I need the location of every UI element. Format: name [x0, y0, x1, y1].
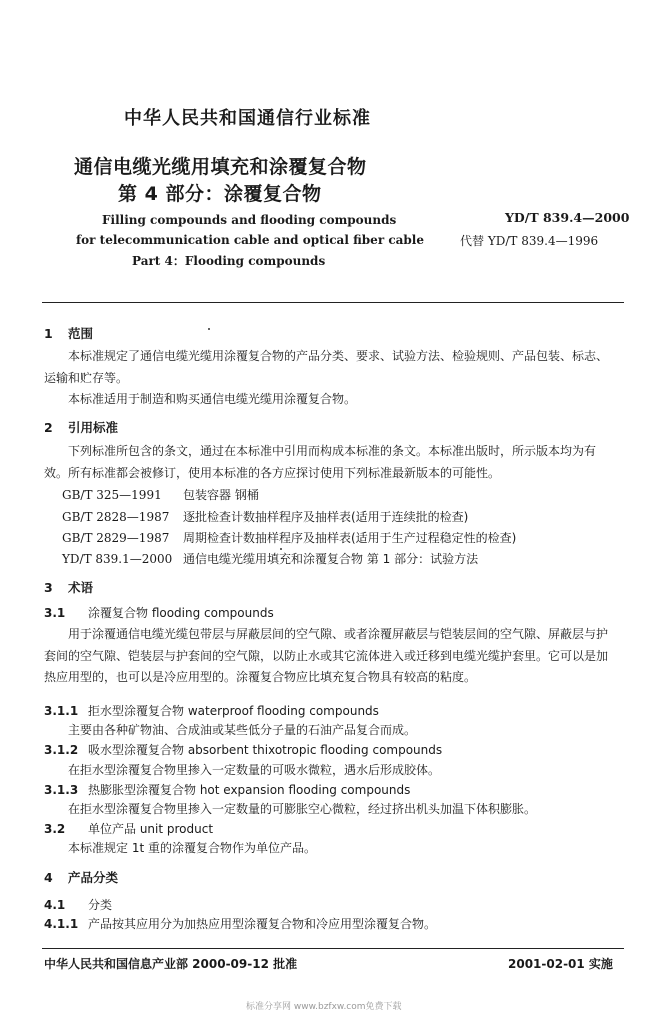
footer-rule: [42, 948, 624, 949]
section-1-heading: [44, 324, 93, 342]
term-3-1-2-heading: 3.1.2 吸水型涂覆复合物 absorbent thixotropic flooding compounds: [44, 743, 443, 757]
section-title: 范围: [68, 326, 94, 341]
replaces-standard: 代替 YD/T 839.4—1996: [460, 234, 599, 248]
term-3-1-3-body: 在拒水型涂覆复合物里掺入一定数量的可膨胀空心微粒，经过挤出机头加温下体积膨胀。: [68, 802, 537, 816]
reference-item: GB/T 2829—1987 周期检查计数抽样程序及抽样表(适用于生产过程稳定性的检查): [62, 531, 517, 545]
section-1-paragraph-2: 本标准适用于制造和购买通信电缆光缆用涂覆复合物。: [68, 392, 357, 406]
section-number: 1: [44, 326, 53, 341]
section-4-heading: [44, 868, 118, 886]
approval-statement: 中华人民共和国信息产业部 2000-09-12 批准: [44, 957, 298, 971]
title-cn-line-1: 通信电缆光缆用填充和涂覆复合物: [74, 156, 367, 178]
section-title: 引用标准: [68, 420, 119, 435]
section-number: 2: [44, 420, 53, 435]
standard-number: YD/T 839.4—2000: [505, 210, 630, 225]
title-en-line-1: Filling compounds and flooding compounds: [102, 213, 397, 227]
issuing-body-heading: 中华人民共和国通信行业标准: [124, 108, 371, 129]
clause-4-1-1: 4.1.1 产品按其应用分为加热应用型涂覆复合物和冷应用型涂覆复合物。: [44, 917, 437, 931]
scan-speck: [208, 328, 210, 330]
term-3-1-heading: 3.1 涂覆复合物 flooding compounds: [44, 606, 274, 620]
section-2-heading: [44, 418, 118, 436]
title-en-line-2: for telecommunication cable and optical fiber cable: [76, 233, 424, 247]
term-3-1-2-body: 在拒水型涂覆复合物里掺入一定数量的可吸水微粒，遇水后形成胶体。: [68, 763, 441, 777]
header-rule: [42, 302, 624, 303]
effective-date: 2001-02-01 实施: [508, 957, 613, 971]
reference-item: GB/T 2828—1987 逐批检查计数抽样程序及抽样表(适用于连续批的检查): [62, 510, 469, 524]
title-en-line-3: Part 4：Flooding compounds: [132, 254, 326, 268]
term-3-1-1-body: 主要由各种矿物油、合成油或某些低分子量的石油产品复合而成。: [68, 723, 417, 737]
reference-item: GB/T 325—1991 包装容器 钢桶: [62, 488, 259, 502]
title-cn-line-2: 第 4 部分：涂覆复合物: [118, 183, 322, 205]
section-title: 术语: [68, 580, 94, 595]
term-3-2-body: 本标准规定 1t 重的涂覆复合物作为单位产品。: [68, 841, 316, 855]
section-number: 4: [44, 870, 53, 885]
section-1-paragraph-1: 本标准规定了通信电缆光缆用涂覆复合物的产品分类、要求、试验方法、检验规则、产品包装、标志、运输和贮存等。: [44, 349, 609, 385]
term-3-1-body: 用于涂覆通信电缆光缆包带层与屏蔽层间的空气隙、或者涂覆屏蔽层与铠装层间的空气隙、屏蔽层与护套间的空气隙、铠装层与护套间的空气隙，以防止水或其它流体进入或迁移到电缆光缆护套里。它可以是加热应用型的，也可以是冷应用型的。涂覆复合物应比填充复合物具有较高的粘度。: [44, 627, 609, 684]
scan-speck: [280, 548, 282, 550]
term-3-2-heading: 3.2 单位产品 unit product: [44, 822, 214, 836]
section-number: 3: [44, 580, 53, 595]
term-3-1-3-heading: 3.1.3 热膨胀型涂覆复合物 hot expansion flooding compounds: [44, 783, 411, 797]
clause-4-1-heading: 4.1 分类: [44, 898, 113, 912]
section-title: 产品分类: [68, 870, 119, 885]
watermark: 标准分享网 www.bzfxw.com免费下载: [246, 1002, 402, 1012]
section-3-heading: [44, 578, 93, 596]
term-3-1-1-heading: 3.1.1 拒水型涂覆复合物 waterproof flooding compounds: [44, 704, 379, 718]
section-2-paragraph: 下列标准所包含的条文，通过在本标准中引用而构成本标准的条文。本标准出版时，所示版本均为有效。所有标准都会被修订，使用本标准的各方应探讨使用下列标准最新版本的可能性。: [44, 444, 597, 480]
reference-item: YD/T 839.1—2000 通信电缆光缆用填充和涂覆复合物 第 1 部分：试验方法: [62, 552, 479, 566]
